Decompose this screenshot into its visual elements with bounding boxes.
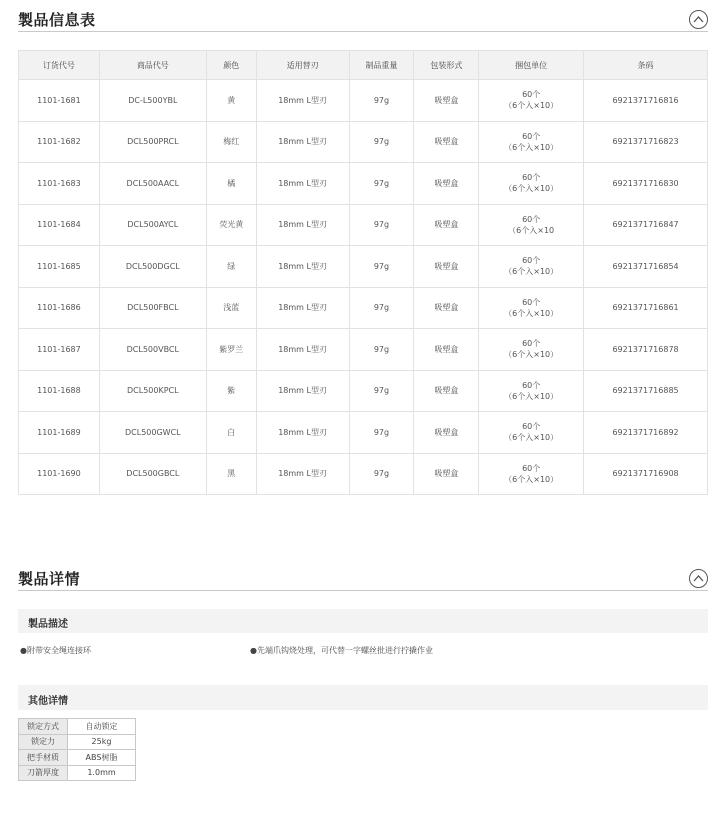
table-header-row xyxy=(19,51,708,80)
description-item: ●先端爪钩烧处理，可代替一字螺丝批进行拧撬作业 xyxy=(250,646,433,655)
chevron-up-circle-icon xyxy=(693,574,704,583)
barcode-cell: 6921371716885 xyxy=(584,370,708,412)
pack-unit-line: （6个入×10） xyxy=(504,267,559,277)
color-cell: 荧光黄 xyxy=(206,204,256,246)
pack-unit-cell xyxy=(479,370,584,412)
description-label: 製品描述 xyxy=(28,619,68,630)
packaging-cell: 吸塑盒 xyxy=(414,453,479,495)
pack-unit-line: 60个 xyxy=(522,131,541,141)
order-code-cell: 1101-1689 xyxy=(19,412,100,454)
model-cell: DCL500FBCL xyxy=(99,287,206,329)
packaging-cell: 吸塑盒 xyxy=(414,370,479,412)
packaging-cell: 吸塑盒 xyxy=(414,80,479,122)
color-cell: 白 xyxy=(206,412,256,454)
col-header-pack-unit: 捆包单位 xyxy=(479,51,584,80)
pack-unit-line: （6个入×10） xyxy=(504,308,559,318)
pack-unit-line: 60个 xyxy=(522,297,541,307)
order-code-cell: 1101-1681 xyxy=(19,80,100,122)
col-header-blade: 适用替刃 xyxy=(256,51,349,80)
table-row xyxy=(19,370,708,412)
model-cell: DCL500PRCL xyxy=(99,121,206,163)
pack-unit-cell xyxy=(479,453,584,495)
product-info-header xyxy=(18,8,708,32)
model-cell: DCL500GBCL xyxy=(99,453,206,495)
blade-cell: 18mm L型刃 xyxy=(256,121,349,163)
order-code-cell: 1101-1682 xyxy=(19,121,100,163)
order-code-cell: 1101-1685 xyxy=(19,246,100,288)
pack-unit-cell xyxy=(479,287,584,329)
col-header-color: 颜色 xyxy=(206,51,256,80)
spec-table xyxy=(18,718,136,781)
packaging-cell: 吸塑盒 xyxy=(414,329,479,371)
product-detail-collapse-button[interactable] xyxy=(689,569,708,588)
model-cell: DC-L500YBL xyxy=(99,80,206,122)
pack-unit-line: （6个入×10） xyxy=(504,142,559,152)
spec-key: 刀箭厚度 xyxy=(19,765,68,781)
col-header-weight: 制品重量 xyxy=(349,51,414,80)
pack-unit-cell xyxy=(479,412,584,454)
barcode-cell: 6921371716816 xyxy=(584,80,708,122)
color-cell: 橘 xyxy=(206,163,256,205)
spec-row xyxy=(19,734,136,750)
spec-value: ABS树脂 xyxy=(68,750,136,766)
other-details-bar xyxy=(18,685,708,710)
color-cell: 绿 xyxy=(206,246,256,288)
spec-row xyxy=(19,719,136,735)
barcode-cell: 6921371716823 xyxy=(584,121,708,163)
spec-row xyxy=(19,750,136,766)
col-header-model: 商品代号 xyxy=(99,51,206,80)
weight-cell: 97g xyxy=(349,204,414,246)
pack-unit-line: 60个 xyxy=(522,90,541,100)
barcode-cell: 6921371716830 xyxy=(584,163,708,205)
table-row xyxy=(19,412,708,454)
col-header-packaging: 包装形式 xyxy=(414,51,479,80)
barcode-cell: 6921371716861 xyxy=(584,287,708,329)
model-cell: DCL500GWCL xyxy=(99,412,206,454)
pack-unit-line: （6个入×10） xyxy=(504,433,559,443)
packaging-cell: 吸塑盒 xyxy=(414,121,479,163)
order-code-cell: 1101-1684 xyxy=(19,204,100,246)
spec-row xyxy=(19,765,136,781)
barcode-cell: 6921371716908 xyxy=(584,453,708,495)
blade-cell: 18mm L型刃 xyxy=(256,204,349,246)
weight-cell: 97g xyxy=(349,287,414,329)
product-info-title: 製品信息表 xyxy=(18,11,96,29)
order-code-cell: 1101-1690 xyxy=(19,453,100,495)
color-cell: 黄 xyxy=(206,80,256,122)
weight-cell: 97g xyxy=(349,80,414,122)
spec-key: 锁定方式 xyxy=(19,719,68,735)
pack-unit-cell xyxy=(479,121,584,163)
packaging-cell: 吸塑盒 xyxy=(414,204,479,246)
blade-cell: 18mm L型刃 xyxy=(256,246,349,288)
color-cell: 紫罗兰 xyxy=(206,329,256,371)
product-info-collapse-button[interactable] xyxy=(689,10,708,29)
pack-unit-line: （6个入×10 xyxy=(508,225,555,235)
pack-unit-cell xyxy=(479,163,584,205)
model-cell: DCL500AYCL xyxy=(99,204,206,246)
blade-cell: 18mm L型刃 xyxy=(256,80,349,122)
color-cell: 梅红 xyxy=(206,121,256,163)
packaging-cell: 吸塑盒 xyxy=(414,412,479,454)
packaging-cell: 吸塑盒 xyxy=(414,246,479,288)
table-row xyxy=(19,287,708,329)
description-item: ●附带安全绳连接环 xyxy=(20,646,91,655)
pack-unit-line: 60个 xyxy=(522,214,541,224)
pack-unit-line: 60个 xyxy=(522,380,541,390)
barcode-cell: 6921371716847 xyxy=(584,204,708,246)
pack-unit-line: 60个 xyxy=(522,463,541,473)
table-row xyxy=(19,329,708,371)
blade-cell: 18mm L型刃 xyxy=(256,453,349,495)
table-row xyxy=(19,453,708,495)
blade-cell: 18mm L型刃 xyxy=(256,370,349,412)
table-row xyxy=(19,204,708,246)
table-row xyxy=(19,80,708,122)
blade-cell: 18mm L型刃 xyxy=(256,329,349,371)
order-code-cell: 1101-1686 xyxy=(19,287,100,329)
pack-unit-cell xyxy=(479,329,584,371)
model-cell: DCL500AACL xyxy=(99,163,206,205)
color-cell: 黑 xyxy=(206,453,256,495)
pack-unit-line: 60个 xyxy=(522,422,541,432)
spec-value: 自动锁定 xyxy=(68,719,136,735)
blade-cell: 18mm L型刃 xyxy=(256,163,349,205)
model-cell: DCL500DGCL xyxy=(99,246,206,288)
product-detail-title: 製品详情 xyxy=(18,570,81,588)
pack-unit-line: （6个入×10） xyxy=(504,391,559,401)
spec-key: 把手材质 xyxy=(19,750,68,766)
color-cell: 浅蓝 xyxy=(206,287,256,329)
order-code-cell: 1101-1687 xyxy=(19,329,100,371)
barcode-cell: 6921371716854 xyxy=(584,246,708,288)
table-row xyxy=(19,246,708,288)
weight-cell: 97g xyxy=(349,453,414,495)
col-header-order-code: 订货代号 xyxy=(19,51,100,80)
product-detail-header xyxy=(18,567,708,591)
table-row xyxy=(19,121,708,163)
packaging-cell: 吸塑盒 xyxy=(414,287,479,329)
model-cell: DCL500VBCL xyxy=(99,329,206,371)
order-code-cell: 1101-1688 xyxy=(19,370,100,412)
spec-value: 25kg xyxy=(68,734,136,750)
pack-unit-line: （6个入×10） xyxy=(504,184,559,194)
weight-cell: 97g xyxy=(349,246,414,288)
col-header-barcode: 条码 xyxy=(584,51,708,80)
pack-unit-line: 60个 xyxy=(522,173,541,183)
pack-unit-cell xyxy=(479,204,584,246)
pack-unit-line: （6个入×10） xyxy=(504,350,559,360)
color-cell: 紫 xyxy=(206,370,256,412)
pack-unit-cell xyxy=(479,246,584,288)
barcode-cell: 6921371716892 xyxy=(584,412,708,454)
weight-cell: 97g xyxy=(349,412,414,454)
blade-cell: 18mm L型刃 xyxy=(256,287,349,329)
description-bar xyxy=(18,609,708,633)
barcode-cell: 6921371716878 xyxy=(584,329,708,371)
weight-cell: 97g xyxy=(349,329,414,371)
pack-unit-line: （6个入×10） xyxy=(504,101,559,111)
blade-cell: 18mm L型刃 xyxy=(256,412,349,454)
product-info-table xyxy=(18,50,708,495)
table-row xyxy=(19,163,708,205)
weight-cell: 97g xyxy=(349,370,414,412)
order-code-cell: 1101-1683 xyxy=(19,163,100,205)
spec-key: 锁定力 xyxy=(19,734,68,750)
model-cell: DCL500KPCL xyxy=(99,370,206,412)
chevron-up-circle-icon xyxy=(693,15,704,24)
pack-unit-line: 60个 xyxy=(522,339,541,349)
pack-unit-cell xyxy=(479,80,584,122)
pack-unit-line: 60个 xyxy=(522,256,541,266)
pack-unit-line: （6个入×10） xyxy=(504,474,559,484)
other-details-label: 其他详情 xyxy=(28,696,68,707)
weight-cell: 97g xyxy=(349,163,414,205)
packaging-cell: 吸塑盒 xyxy=(414,163,479,205)
weight-cell: 97g xyxy=(349,121,414,163)
spec-value: 1.0mm xyxy=(68,765,136,781)
